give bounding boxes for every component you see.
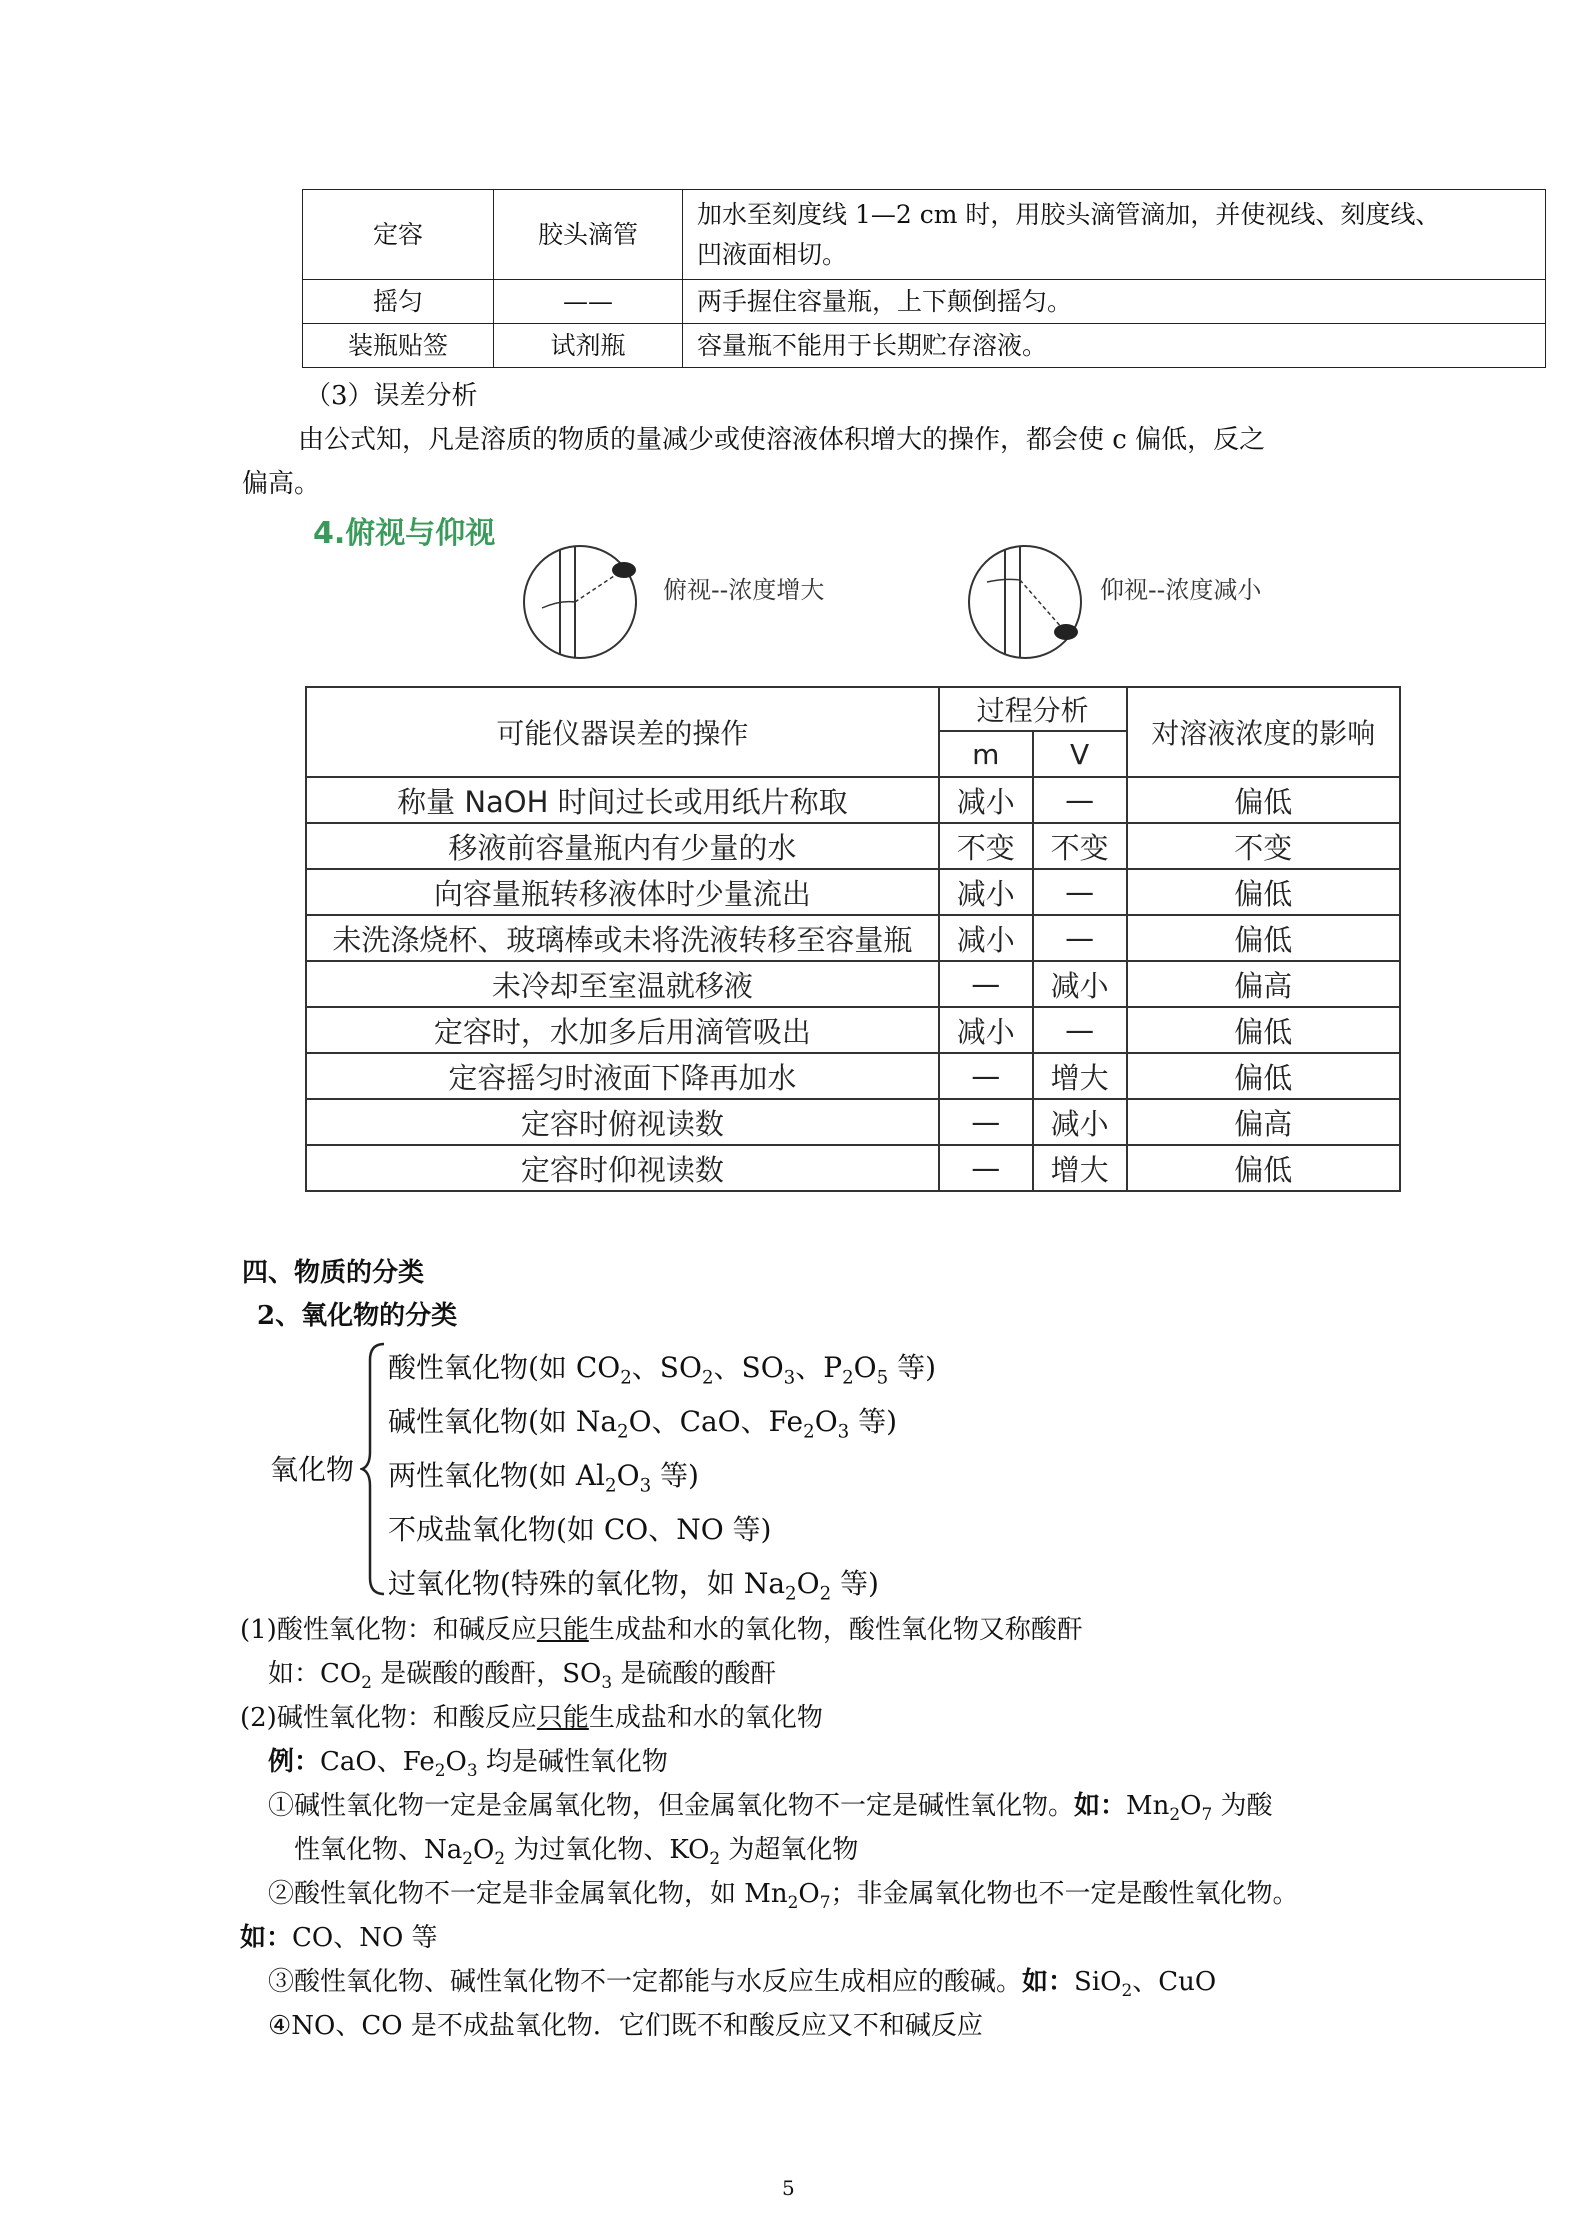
op-cell: 向容量瓶转移液体时少量流出	[306, 869, 939, 915]
col-m-header: m	[939, 731, 1033, 777]
note-cell: 两手握住容量瓶，上下颠倒摇匀。	[683, 280, 1546, 324]
page-number: 5	[782, 2176, 795, 2200]
error-analysis-line2: 偏高。	[242, 469, 321, 499]
m-cell: 减小	[939, 915, 1033, 961]
right-view-caption: 仰视--浓度减小	[1100, 576, 1262, 604]
view-figure-title: 4.俯视与仰视	[313, 516, 496, 551]
tool-cell: ——	[494, 280, 683, 324]
op-cell: 定容时仰视读数	[306, 1145, 939, 1191]
step-cell: 摇匀	[303, 280, 494, 324]
oxide-peroxide: 过氧化物(特殊的氧化物，如 $Na_2O_2$ 等)	[388, 1567, 879, 1605]
op-cell: 未冷却至室温就移液	[306, 961, 939, 1007]
oxide-basic: 碱性氧化物(如 $Na_2O$、CaO、$Fe_2O_3$ 等)	[388, 1405, 898, 1443]
col-operation-header: 可能仪器误差的操作	[306, 687, 939, 777]
col-process-header: 过程分析	[939, 687, 1127, 731]
effect-cell: 偏高	[1127, 1099, 1400, 1145]
op-cell: 移液前容量瓶内有少量的水	[306, 823, 939, 869]
step-cell: 装瓶贴签	[303, 324, 494, 368]
m-cell: —	[939, 1099, 1033, 1145]
effect-cell: 偏低	[1127, 915, 1400, 961]
op-cell: 称量 NaOH 时间过长或用纸片称取	[306, 777, 939, 823]
note-point1-cont: 性氧化物、$Na_2O_2$ 为过氧化物、$KO_2$ 为超氧化物	[294, 1835, 859, 1869]
tool-cell: 试剂瓶	[494, 324, 683, 368]
note-cell: 加水至刻度线 1—2 cm 时，用胶头滴管滴加，并使视线、刻度线、 凹液面相切。	[683, 190, 1546, 280]
note-acidic-oxide: (1)酸性氧化物：和碱反应只能生成盐和水的氧化物，酸性氧化物又称酸酐	[240, 1615, 1083, 1645]
note-point2-cont: 如：CO、NO 等	[240, 1923, 438, 1953]
error-table	[305, 686, 1401, 1192]
op-cell: 定容摇匀时液面下降再加水	[306, 1053, 939, 1099]
oxide-amphoteric: 两性氧化物(如 $Al_2O_3$ 等)	[388, 1459, 699, 1497]
brace-icon	[360, 1340, 390, 1598]
v-cell: 增大	[1033, 1145, 1127, 1191]
v-cell: —	[1033, 777, 1127, 823]
tool-cell: 胶头滴管	[494, 190, 683, 280]
v-cell: —	[1033, 869, 1127, 915]
v-cell: —	[1033, 1007, 1127, 1053]
note-example: 例：CaO、$Fe_2O_3$ 均是碱性氧化物	[268, 1747, 668, 1781]
m-cell: —	[939, 1145, 1033, 1191]
section-heading: 四、物质的分类	[242, 1258, 425, 1288]
v-cell: —	[1033, 915, 1127, 961]
v-cell: 减小	[1033, 1099, 1127, 1145]
m-cell: 不变	[939, 823, 1033, 869]
col-v-header: V	[1033, 731, 1127, 777]
effect-cell: 偏低	[1127, 777, 1400, 823]
m-cell: —	[939, 1053, 1033, 1099]
m-cell: 减小	[939, 777, 1033, 823]
col-effect-header: 对溶液浓度的影响	[1127, 687, 1400, 777]
effect-cell: 偏高	[1127, 961, 1400, 1007]
m-cell: 减小	[939, 869, 1033, 915]
effect-cell: 不变	[1127, 823, 1400, 869]
op-cell: 定容时俯视读数	[306, 1099, 939, 1145]
v-cell: 减小	[1033, 961, 1127, 1007]
op-cell: 未洗涤烧杯、玻璃棒或未将洗液转移至容量瓶	[306, 915, 939, 961]
oxide-non-salt: 不成盐氧化物(如 CO、NO 等)	[388, 1513, 772, 1546]
note-point2: ②酸性氧化物不一定是非金属氧化物，如 $Mn_2O_7$；非金属氧化物也不一定是酸性氧化物。	[268, 1879, 1299, 1913]
effect-cell: 偏低	[1127, 1007, 1400, 1053]
note-point3: ③酸性氧化物、碱性氧化物不一定都能与水反应生成相应的酸碱。如：SiO$_2$、CuO	[268, 1967, 1217, 2001]
op-cell: 定容时，水加多后用滴管吸出	[306, 1007, 939, 1053]
effect-cell: 偏低	[1127, 869, 1400, 915]
step-cell: 定容	[303, 190, 494, 280]
note-basic-oxide: (2)碱性氧化物：和酸反应只能生成盐和水的氧化物	[240, 1703, 823, 1733]
effect-cell: 偏低	[1127, 1053, 1400, 1099]
note-point1: ①碱性氧化物一定是金属氧化物，但金属氧化物不一定是碱性氧化物。如：$Mn_2O_7$ 为酸	[268, 1791, 1273, 1825]
m-cell: 减小	[939, 1007, 1033, 1053]
v-cell: 增大	[1033, 1053, 1127, 1099]
error-analysis-heading: （3）误差分析	[305, 381, 478, 411]
note-point4: ④NO、CO 是不成盐氧化物．它们既不和酸反应又不和碱反应	[268, 2011, 983, 2041]
left-view-caption: 俯视--浓度增大	[663, 576, 825, 604]
oxide-root-label: 氧化物	[270, 1453, 355, 1486]
procedure-table	[302, 189, 1546, 368]
oxide-acidic: 酸性氧化物(如 $CO_2$、$SO_2$、$SO_3$、$P_2O_5$ 等)	[388, 1351, 937, 1389]
error-analysis-line1: 由公式知，凡是溶质的物质的量减少或使溶液体积增大的操作，都会使 c 偏低，反之	[298, 425, 1266, 455]
note-acid-anhydride: 如：$CO_2$ 是碳酸的酸酐，$SO_3$ 是硫酸的酸酐	[268, 1659, 777, 1693]
sub-heading: 2、氧化物的分类	[257, 1301, 458, 1331]
effect-cell: 偏低	[1127, 1145, 1400, 1191]
note-cell: 容量瓶不能用于长期贮存溶液。	[683, 324, 1546, 368]
m-cell: —	[939, 961, 1033, 1007]
v-cell: 不变	[1033, 823, 1127, 869]
